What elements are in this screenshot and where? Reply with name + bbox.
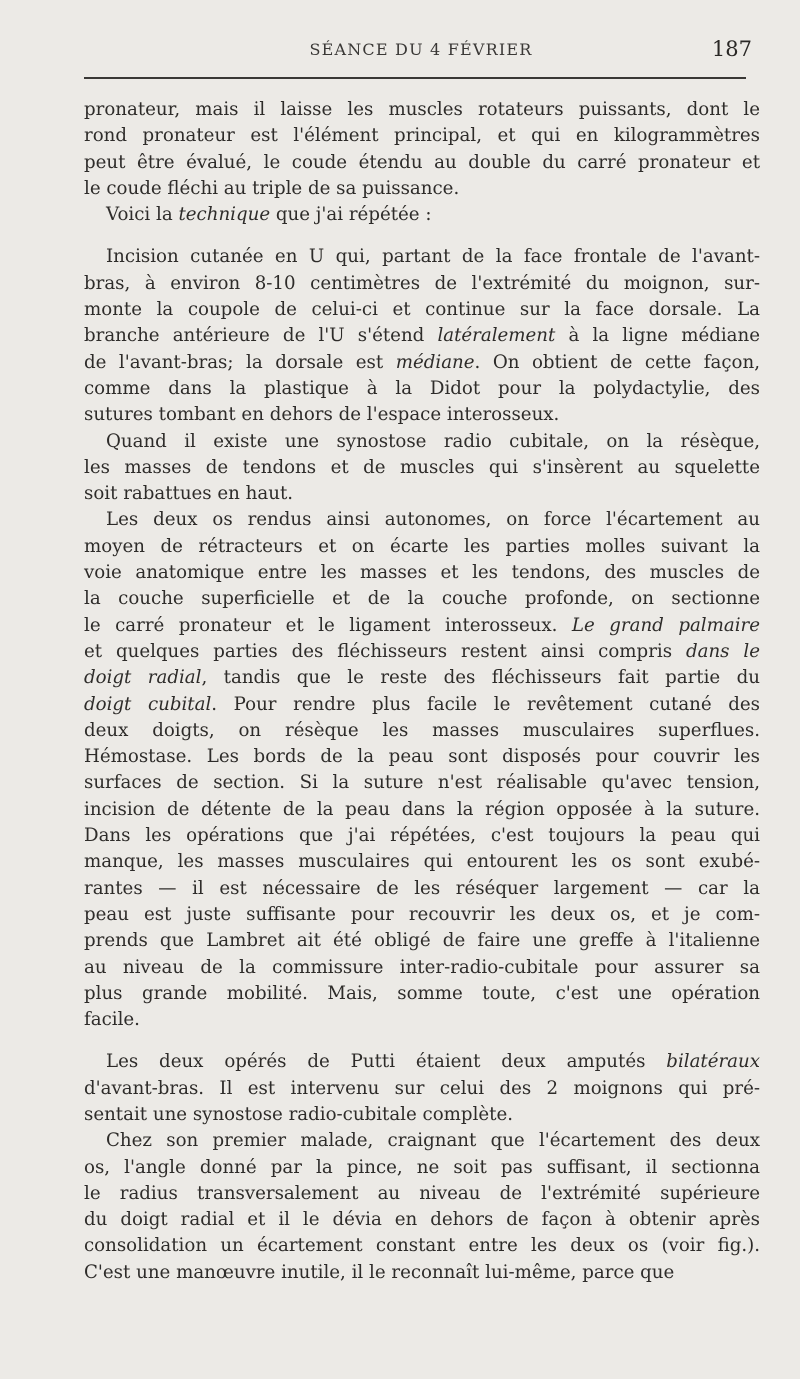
- text-segment: Dans les opérations que j'ai répétées, c'est toujours la peau qui: [84, 825, 760, 847]
- italic-text: doigt radial: [84, 667, 202, 689]
- running-title: SÉANCE DU 4 FÉVRIER: [309, 40, 533, 59]
- text-segment: Incision cutanée en U qui, partant de la face frontale de l'avant-: [106, 246, 760, 268]
- text-segment: os, l'angle donné par la pince, ne soit pas suffisant, il sectionna: [84, 1156, 760, 1178]
- text-line: [84, 797, 760, 823]
- text-segment: incision de détente de la peau dans la région opposée à la suture.: [84, 798, 760, 820]
- text-line: [84, 376, 760, 402]
- text-line: [84, 402, 760, 428]
- text-line: [84, 150, 760, 176]
- text-segment: Quand il existe une synostose radio cubitale, on la résèque,: [106, 430, 760, 452]
- text-segment: , tandis que le reste des fléchisseurs fait partie du: [201, 667, 760, 689]
- text-line: [84, 176, 760, 202]
- header-rule: [84, 77, 746, 79]
- italic-text: dans le: [685, 640, 760, 662]
- text-segment: à la ligne médiane: [555, 325, 760, 347]
- text-segment: C'est une manœuvre inutile, il le reconnaît lui-même, parce que: [84, 1261, 675, 1283]
- text-line: [84, 692, 760, 718]
- text-segment: Chez son premier malade, craignant que l'écartement des deux: [106, 1130, 760, 1152]
- text-segment: Les deux opérés de Putti étaient deux amputés: [106, 1051, 667, 1073]
- text-line: [84, 1007, 760, 1033]
- text-segment: comme dans la plastique à la Didot pour la polydactylie, des: [84, 377, 760, 399]
- paragraph: [84, 1049, 760, 1128]
- text-segment: soit rabattues en haut.: [84, 483, 294, 505]
- italic-text: médiane: [395, 351, 475, 373]
- text-line: [84, 1155, 760, 1181]
- text-segment: plus grande mobilité. Mais, somme toute, c'est une opération: [84, 982, 760, 1004]
- text-line: [84, 1207, 760, 1233]
- italic-text: technique: [178, 204, 271, 226]
- text-line: [84, 718, 760, 744]
- page-header: [84, 37, 758, 68]
- italic-text: Le grand palmaire: [571, 614, 760, 636]
- italic-text: doigt cubital: [84, 693, 212, 715]
- text-segment: peau est juste suffisante pour recouvrir les deux os, et je com-: [84, 903, 760, 925]
- text-segment: voie anatomique entre les masses et les tendons, des muscles de: [84, 562, 760, 584]
- italic-text: bilatéraux: [666, 1051, 760, 1073]
- text-segment: bras, à environ 8-10 centimètres de l'extrémité du moignon, sur-: [84, 272, 760, 294]
- text-segment: rond pronateur est l'élément principal, et qui en kilogrammètres: [84, 125, 760, 147]
- text-line: [84, 1233, 760, 1259]
- text-line: [84, 1049, 760, 1075]
- italic-text: latéralement: [437, 325, 556, 347]
- text-segment: Voici la: [106, 204, 179, 226]
- text-line: [84, 429, 760, 455]
- text-segment: du doigt radial et il le dévia en dehors de façon à obtenir après: [84, 1209, 760, 1231]
- text-line: [84, 271, 760, 297]
- text-segment: . On obtient de cette façon,: [474, 351, 760, 373]
- text-segment: Hémostase. Les bords de la peau sont disposés pour couvrir les: [84, 746, 760, 768]
- paragraph: [84, 1128, 760, 1286]
- paragraph-gap: [84, 1033, 760, 1049]
- paragraph: [84, 244, 760, 428]
- text-segment: le carré pronateur et le ligament interosseux.: [84, 614, 572, 636]
- text-segment: prends que Lambret ait été obligé de faire une greffe à l'italienne: [84, 930, 760, 952]
- text-line: [84, 507, 760, 533]
- text-segment: les masses de tendons et de muscles qui s'insèrent au squelette: [84, 456, 760, 478]
- paragraph: [84, 429, 760, 508]
- text-segment: et quelques parties des fléchisseurs restent ainsi compris: [84, 640, 686, 662]
- paragraph: [84, 202, 760, 228]
- text-segment: au niveau de la commissure inter-radio-cubitale pour assurer sa: [84, 956, 760, 978]
- text-line: [84, 1076, 760, 1102]
- text-line: [84, 823, 760, 849]
- text-line: [84, 586, 760, 612]
- text-line: [84, 639, 760, 665]
- text-segment: Les deux os rendus ainsi autonomes, on force l'écartement au: [106, 509, 760, 531]
- text-line: [84, 1181, 760, 1207]
- text-line: [84, 876, 760, 902]
- text-line: [84, 1102, 760, 1128]
- text-line: [84, 613, 760, 639]
- text-line: [84, 770, 760, 796]
- text-segment: sutures tombant en dehors de l'espace interosseux.: [84, 404, 560, 426]
- text-segment: pronateur, mais il laisse les muscles rotateurs puissants, dont le: [84, 99, 760, 120]
- text-line: [84, 902, 760, 928]
- text-segment: rantes — il est nécessaire de les réséquer largement — car la: [84, 877, 760, 899]
- text-segment: surfaces de section. Si la suture n'est réalisable qu'avec tension,: [84, 772, 760, 794]
- text-segment: manque, les masses musculaires qui entourent les os sont exubé-: [84, 851, 760, 873]
- page-number: 187: [711, 37, 752, 61]
- text-segment: que j'ai répétée :: [270, 204, 432, 226]
- text-line: [84, 1128, 760, 1154]
- text-line: [84, 1260, 760, 1286]
- paragraph: [84, 97, 760, 202]
- text-segment: . Pour rendre plus facile le revêtement cutané des: [211, 693, 760, 715]
- text-segment: branche antérieure de l'U s'étend: [84, 325, 438, 347]
- text-line: [84, 534, 760, 560]
- text-line: [84, 455, 760, 481]
- text-segment: la couche superficielle et de la couche profonde, on sectionne: [84, 588, 760, 610]
- text-segment: peut être évalué, le coude étendu au double du carré pronateur et: [84, 151, 760, 173]
- text-line: [84, 981, 760, 1007]
- text-line: [84, 97, 760, 123]
- body-text: [84, 97, 760, 1286]
- text-segment: facile.: [84, 1009, 140, 1031]
- text-segment: consolidation un écartement constant entre les deux os (voir fig.).: [84, 1235, 760, 1257]
- paragraph: [84, 507, 760, 1033]
- text-segment: moyen de rétracteurs et on écarte les parties molles suivant la: [84, 535, 760, 557]
- text-segment: le coude fléchi au triple de sa puissance.: [84, 177, 460, 199]
- text-line: [84, 955, 760, 981]
- text-line: [84, 481, 760, 507]
- text-segment: sentait une synostose radio-cubitale complète.: [84, 1103, 514, 1125]
- text-segment: d'avant-bras. Il est intervenu sur celui des 2 moignons qui pré-: [84, 1077, 760, 1099]
- text-line: [84, 123, 760, 149]
- text-segment: deux doigts, on résèque les masses musculaires superflues.: [84, 719, 760, 741]
- paragraph-gap: [84, 228, 760, 244]
- text-line: [84, 849, 760, 875]
- text-segment: le radius transversalement au niveau de l'extrémité supérieure: [84, 1182, 760, 1204]
- text-line: [84, 323, 760, 349]
- text-line: [84, 297, 760, 323]
- text-line: [84, 744, 760, 770]
- text-line: [84, 202, 760, 228]
- text-line: [84, 244, 760, 270]
- text-line: [84, 928, 760, 954]
- text-segment: de l'avant-bras; la dorsale est: [84, 351, 396, 373]
- text-line: [84, 560, 760, 586]
- text-segment: monte la coupole de celui-ci et continue sur la face dorsale. La: [84, 299, 760, 321]
- text-line: [84, 350, 760, 376]
- text-line: [84, 665, 760, 691]
